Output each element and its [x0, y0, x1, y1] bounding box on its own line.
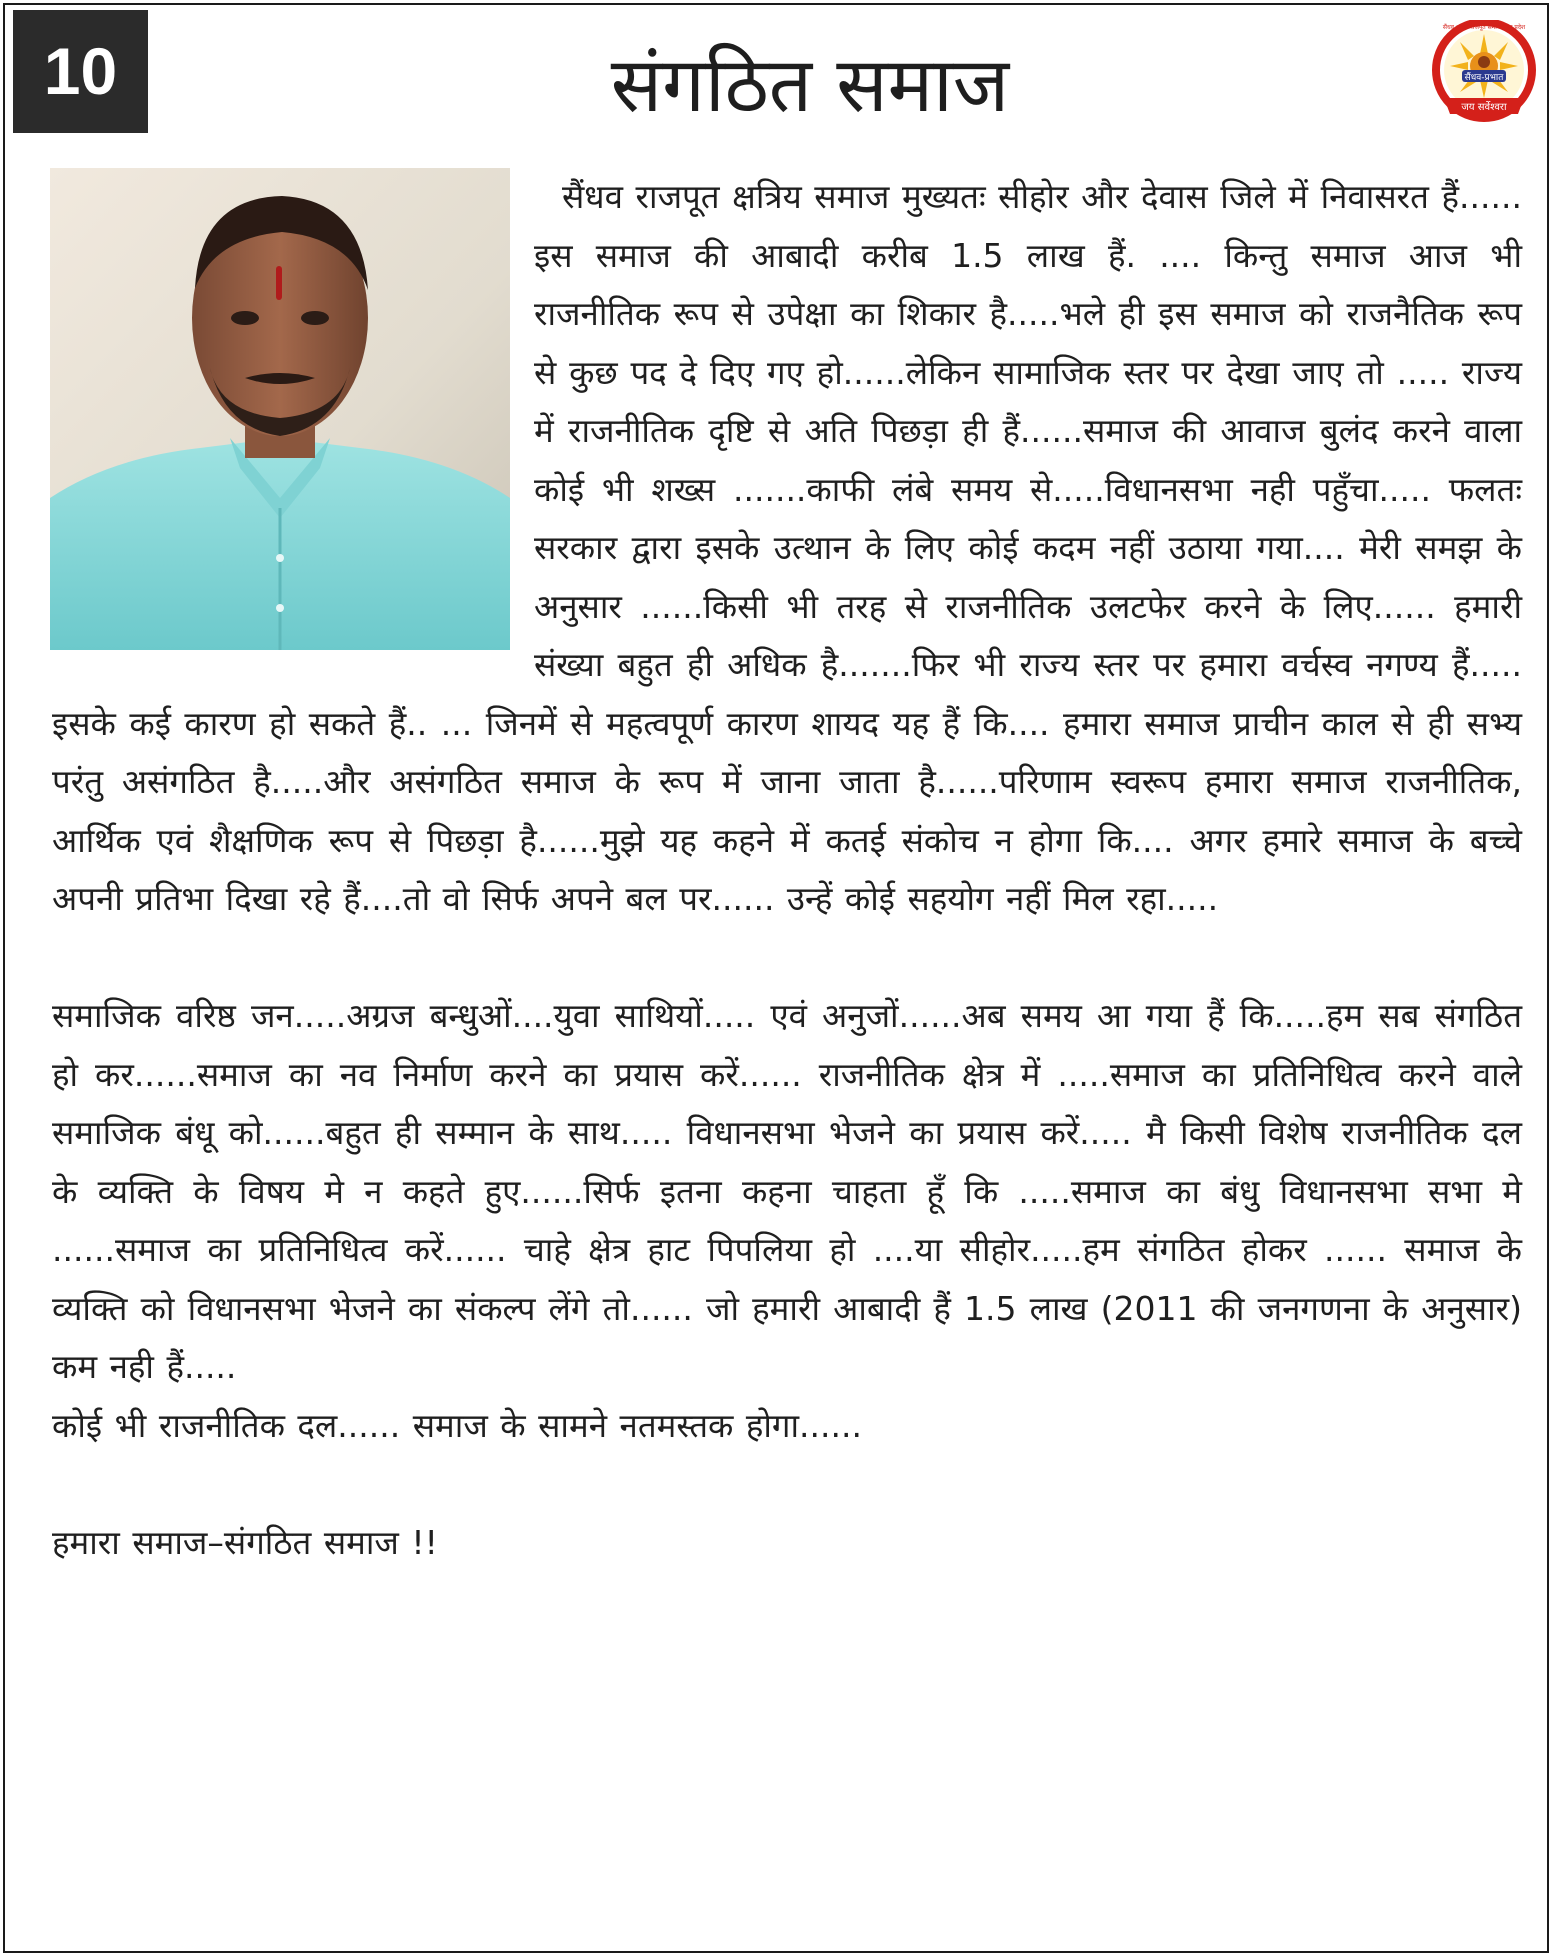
- article-paragraph-1: सैंधव राजपूत क्षत्रिय समाज मुख्यतः सीहोर और देवास जिले में निवासरत हैं...... इस समाज की आबादी करीब 1.5 लाख हैं. .... किन्तु समाज आज भी राजनीतिक रूप से उपेक्षा का शिकार है.....भले ही इस समाज को राजनैतिक रूप से कुछ पद दे दिए गए हो......लेकिन सामाजिक स्तर पर देखा जाए तो ..... राज्य में राजनीतिक दृष्टि से अति पिछड़ा ही हैं......समाज की आवाज बुलंद करने वाला कोई भी शख्स .......काफी लंबे समय से.....विधानसभा नही पहुँचा..... फलतः सरकार द्वारा इसके उत्थान के लिए कोई कदम नहीं उठाया गया.... मेरी समझ के अनुसार ......किसी भी तरह से राजनीतिक उलटफेर करने के लिए...... हमारी संख्या बहुत ही अधिक है.......फिर भी राज्य स्तर पर हमारा वर्चस्व नगण्य हैं..... इसके कई कारण हो सकते हैं.. ... जिनमें से महत्वपूर्ण कारण शायद यह हैं कि.... हमारा समाज प्राचीन काल से ही सभ्य परंतु असंगठित है.....और असंगठित समाज के रूप में जाना जाता है......परिणाम स्वरूप हमारा समाज राजनीतिक, आर्थिक एवं शैक्षणिक रूप से पिछड़ा है......मुझे यह कहने में कतई संकोच न होगा कि.... अगर हमारे समाज के बच्चे अपनी प्रतिभा दिखा रहे हैं....तो वो सिर्फ अपने बल पर...... उन्हें कोई सहयोग नहीं मिल रहा.....: [52, 177, 1522, 918]
- article-paragraph-3: कोई भी राजनीतिक दल...... समाज के सामने नतमस्तक होगा......: [52, 1405, 862, 1445]
- article-body: [52, 168, 1522, 1572]
- page-title: संगठित समाज: [610, 40, 1010, 129]
- logo-band-text: सैंधव-प्रभात: [1464, 73, 1504, 83]
- society-logo: [1432, 20, 1536, 130]
- closing-line: हमारा समाज–संगठित समाज !!: [52, 1522, 438, 1562]
- article-paragraph-2: समाजिक वरिष्ठ जन.....अग्रज बन्धुओं....युवा साथियों..... एवं अनुजों......अब समय आ गया हैं कि.....हम सब संगठित हो कर......समाज का नव निर्माण करने का प्रयास करें...... राजनीतिक क्षेत्र में .....समाज का प्रतिनिधित्व करने वाले समाजिक बंधू को......बहुत ही सम्मान के साथ..... विधानसभा भेजने का प्रयास करें..... मै किसी विशेष राजनीतिक दल के व्यक्ति के विषय मे न कहते हुए......सिर्फ इतना कहना चाहता हूँ कि .....समाज का बंधु विधानसभा सभा मे ......समाज का प्रतिनिधित्व करें...... चाहे क्षेत्र हाट पिपलिया हो ....या सीहोर.....हम संगठित होकर ...... समाज के व्यक्ति को विधानसभा भेजने का संकल्प लेंगे तो...... जो हमारी आबादी हैं 1.5 लाख (2011 की जनगणना के अनुसार) कम नही हैं.....: [52, 996, 1522, 1386]
- logo-top-text: सैंधव क्षत्रिय राजपूत समाज मध्य प्रदेश: [1442, 24, 1526, 31]
- paragraph-gap: [52, 1455, 1522, 1514]
- photo-spacer: [52, 168, 534, 658]
- logo-bottom-text: जय सर्वेश्वरा: [1461, 102, 1507, 113]
- paragraph-gap: [52, 929, 1522, 988]
- page-number: 10: [13, 10, 148, 133]
- sun-emblem-icon: [1432, 20, 1536, 130]
